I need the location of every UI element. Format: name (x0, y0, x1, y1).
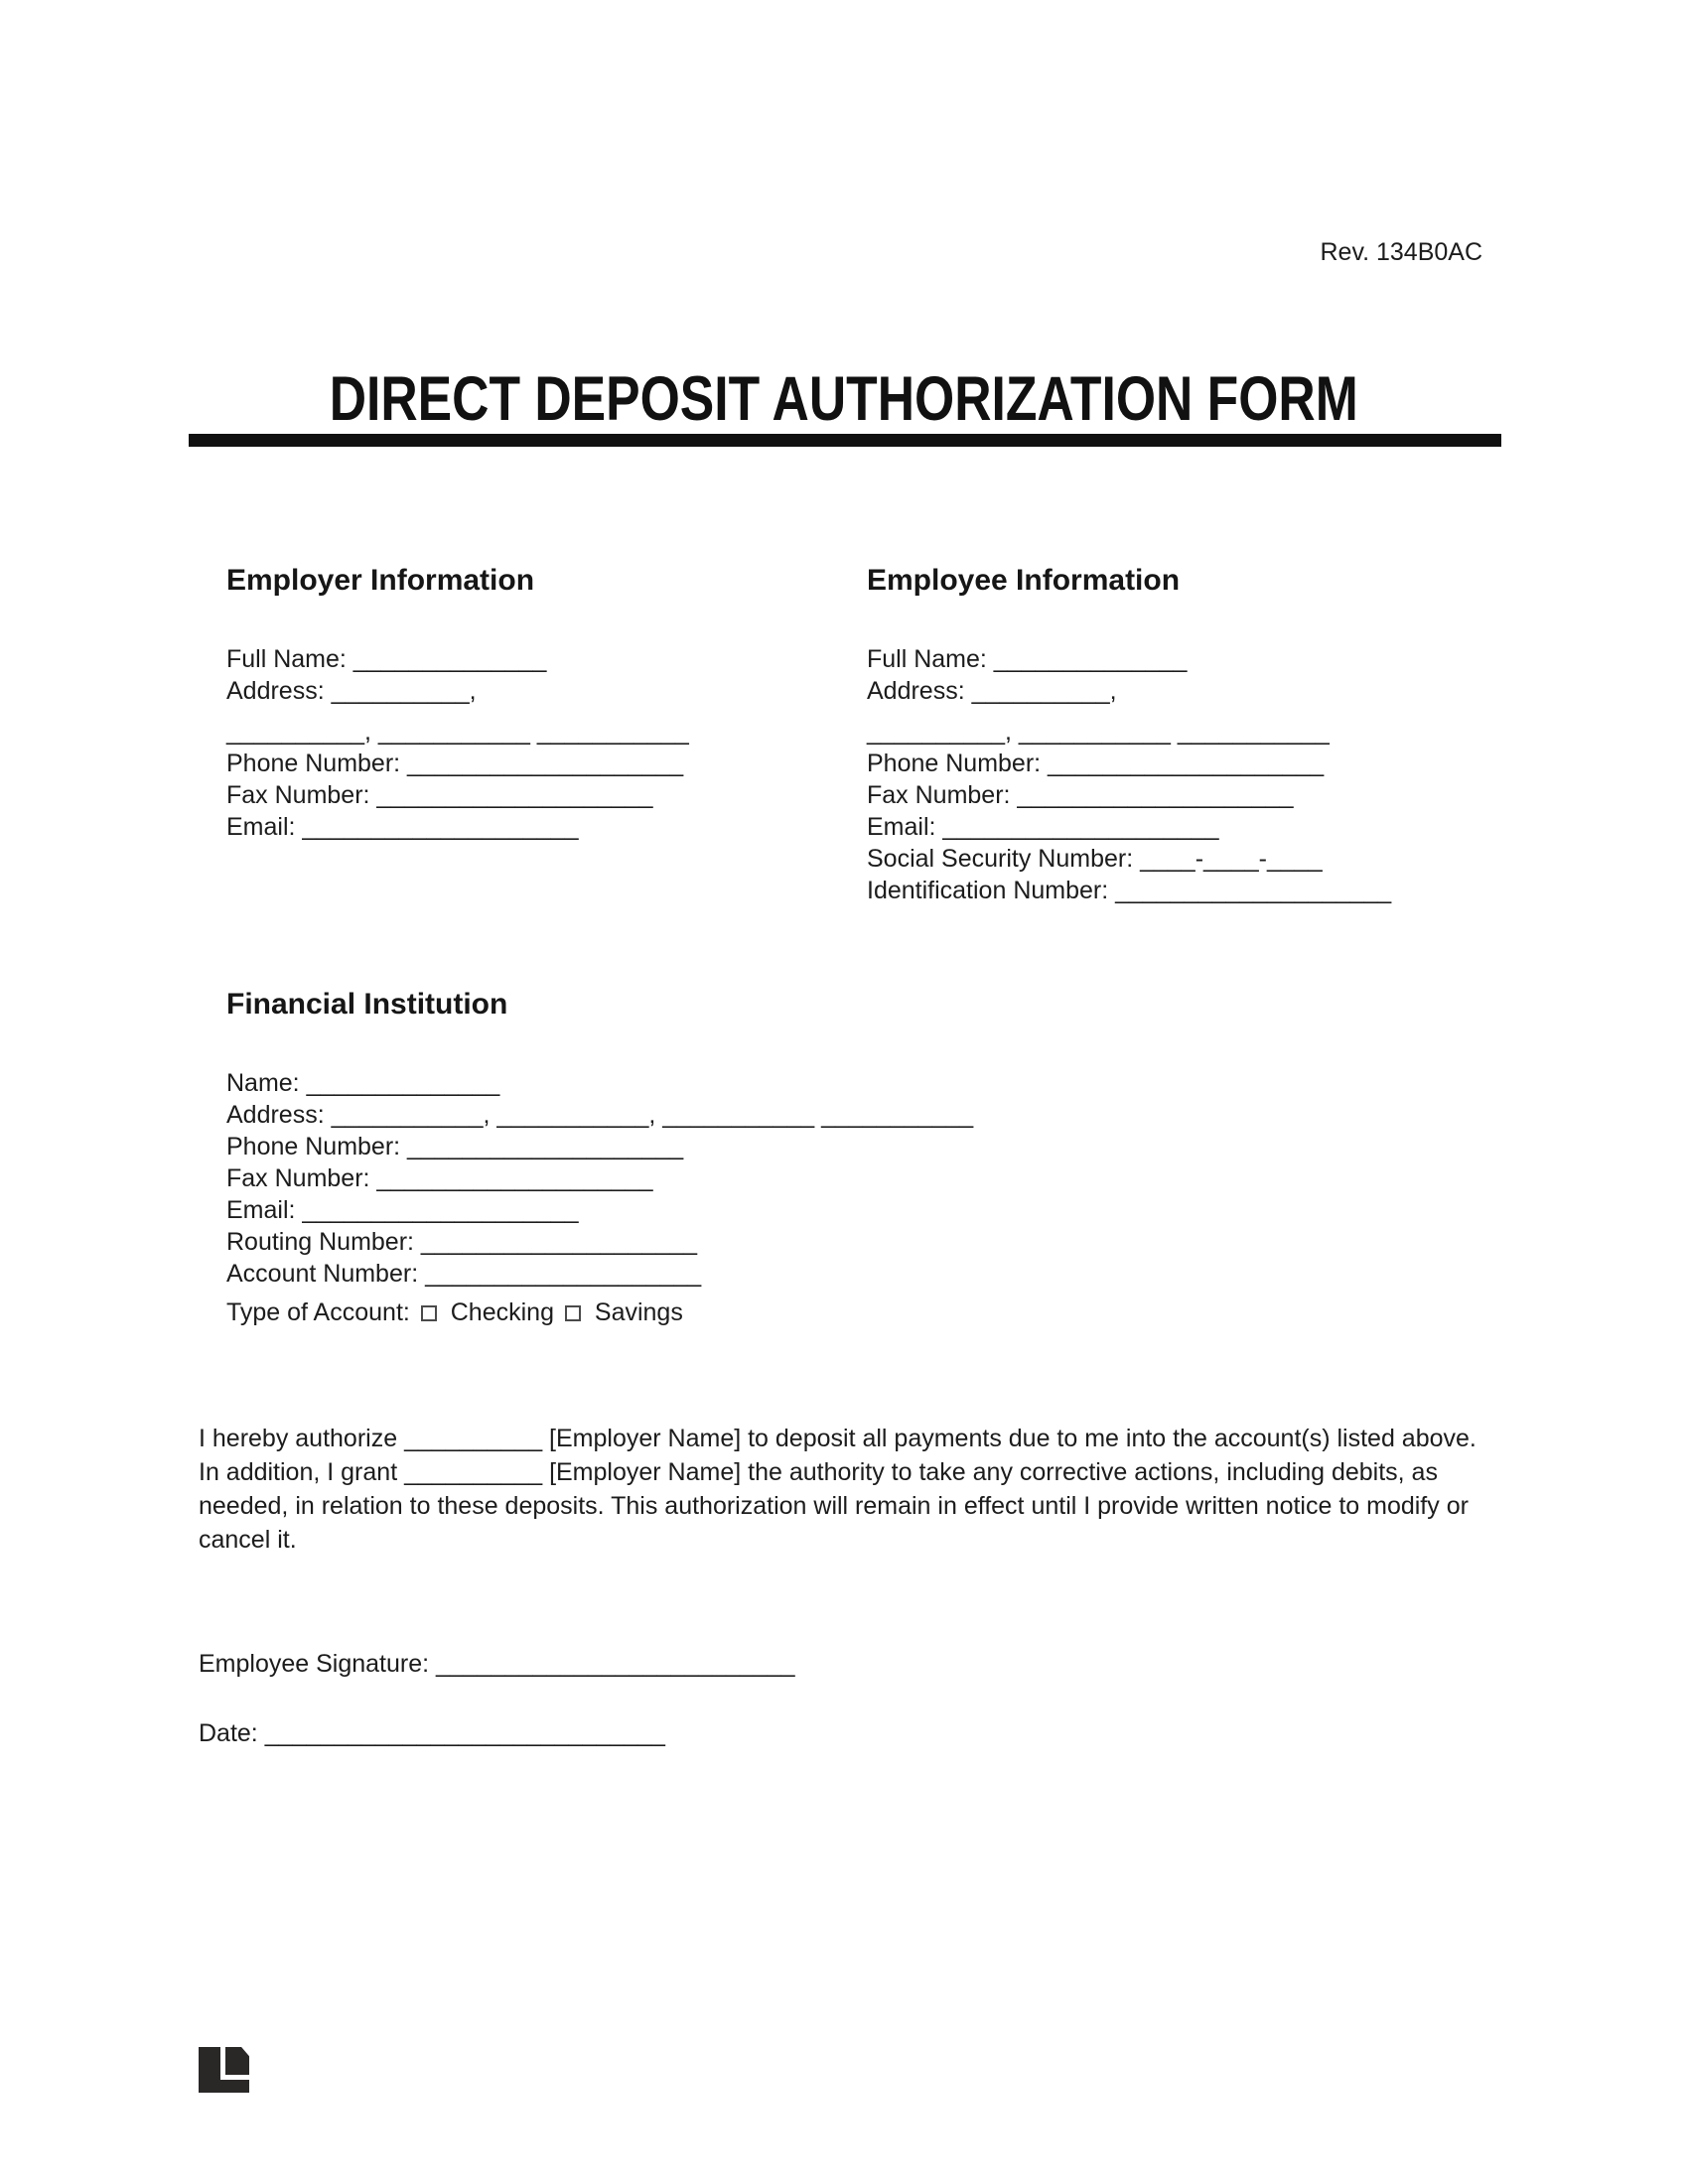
financial-routing-number-line: Routing Number: ____________________ (226, 1228, 697, 1256)
page-title: DIRECT DEPOSIT AUTHORIZATION FORM (329, 364, 1359, 434)
page-title-wrap (0, 363, 1688, 435)
type-of-account-label: Type of Account: (226, 1298, 410, 1326)
employee-signature-line: Employee Signature: __________________________ (199, 1650, 795, 1678)
financial-account-number-line: Account Number: ____________________ (226, 1260, 702, 1288)
revision-label: Rev. 134B0AC (1320, 238, 1482, 266)
title-divider-rule (189, 434, 1501, 447)
employee-section-heading: Employee Information (867, 564, 1181, 597)
employee-phone-line: Phone Number: ____________________ (867, 750, 1325, 777)
logo-page-icon (225, 2047, 249, 2075)
employer-information-section (226, 564, 842, 843)
employee-city-state-zip-line: __________, ___________ ___________ (867, 718, 1330, 746)
employee-id-number-line: Identification Number: ____________________ (867, 877, 1392, 904)
financial-phone-line: Phone Number: ____________________ (226, 1133, 684, 1160)
employer-city-state-zip-line: __________, ___________ ___________ (226, 718, 689, 746)
logo-base-bar (199, 2080, 249, 2093)
financial-fax-line: Fax Number: ____________________ (226, 1164, 653, 1192)
authorization-paragraph: I hereby authorize __________ [Employer Name] to deposit all payments due to me into the account(s) listed above. In addition, I grant __________ [Employer Name] the authority to take any corrective actions, including debits, as needed, in relation to these deposits. This authorization will remain in effect until I provide written notice to modify or cancel it. (199, 1425, 1477, 1554)
employer-full-name-line: Full Name: ______________ (226, 645, 547, 673)
employer-section-heading: Employer Information (226, 564, 535, 597)
financial-address-line: Address: ___________, ___________, ___________ ___________ (226, 1101, 974, 1129)
financial-name-line: Name: ______________ (226, 1069, 500, 1097)
employer-fax-line: Fax Number: ____________________ (226, 781, 653, 809)
date-line: Date: _____________________________ (199, 1719, 665, 1747)
employer-email-line: Email: ____________________ (226, 813, 579, 841)
savings-checkbox[interactable] (565, 1305, 581, 1321)
legal-templates-logo (199, 2047, 249, 2093)
employee-email-line: Email: ____________________ (867, 813, 1219, 841)
savings-option-label: Savings (594, 1298, 683, 1326)
employee-fax-line: Fax Number: ____________________ (867, 781, 1294, 809)
employee-information-section (867, 564, 1512, 906)
type-of-account-line (226, 1297, 1517, 1328)
financial-section-heading: Financial Institution (226, 988, 508, 1021)
employer-phone-line: Phone Number: ____________________ (226, 750, 684, 777)
employer-address-line: Address: __________, (226, 677, 477, 705)
employee-address-line: Address: __________, (867, 677, 1117, 705)
financial-email-line: Email: ____________________ (226, 1196, 579, 1224)
financial-institution-section (226, 988, 1517, 1328)
employee-full-name-line: Full Name: ______________ (867, 645, 1188, 673)
employee-ssn-line: Social Security Number: ____-____-____ (867, 845, 1323, 873)
checking-option-label: Checking (450, 1298, 554, 1326)
checking-checkbox[interactable] (421, 1305, 437, 1321)
